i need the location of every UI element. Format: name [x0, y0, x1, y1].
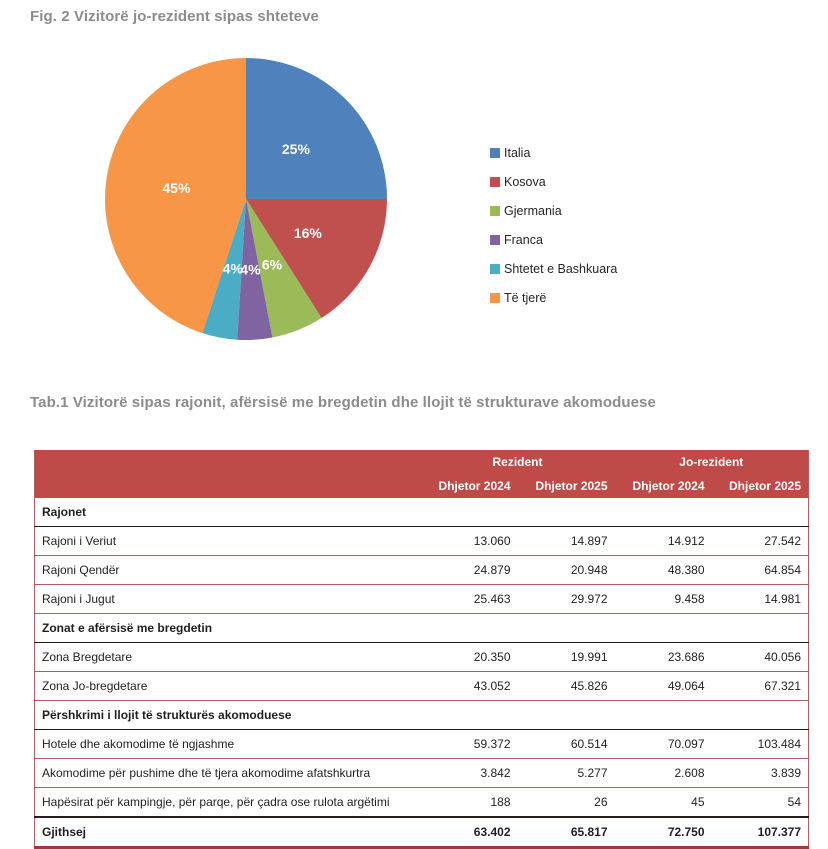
row-value: 40.056 [712, 643, 809, 672]
row-value: 25.463 [421, 585, 518, 614]
table-row [35, 527, 809, 556]
row-value: 3.839 [712, 759, 809, 788]
section-label: Rajonet [35, 498, 809, 527]
header-col-jo-rezident-dhjetor-2024: Dhjetor 2024 [615, 474, 712, 498]
row-value: 20.350 [421, 643, 518, 672]
pie-chart [96, 49, 396, 349]
legend-label: Kosova [504, 174, 546, 189]
pie-slice-label-italia: 25% [281, 141, 310, 158]
table-section-row [35, 498, 809, 527]
row-value: 49.064 [615, 672, 712, 701]
legend-item-kosova [490, 167, 617, 196]
legend-item-shtetet-e-bashkuara [490, 254, 617, 283]
legend-swatch-icon [490, 235, 500, 245]
row-value: 2.608 [615, 759, 712, 788]
pie-slice-label-franca: 4% [240, 261, 261, 278]
row-value: 26 [518, 788, 615, 818]
header-col-rezident-dhjetor-2025: Dhjetor 2025 [518, 474, 615, 498]
table-body [35, 498, 809, 848]
row-value: 65.817 [518, 817, 615, 848]
row-value: 9.458 [615, 585, 712, 614]
legend-swatch-icon [490, 264, 500, 274]
legend-swatch-icon [490, 206, 500, 216]
row-value: 103.484 [712, 730, 809, 759]
row-value: 72.750 [615, 817, 712, 848]
row-value: 59.372 [421, 730, 518, 759]
row-label: Rajoni Qendër [35, 556, 421, 585]
row-value: 67.321 [712, 672, 809, 701]
header-group-rezident: Rezident [421, 450, 615, 474]
row-label: Akomodime për pushime dhe të tjera akomodime afatshkurtra [35, 759, 421, 788]
legend-label: Të tjerë [504, 290, 547, 305]
row-label: Gjithsej [35, 817, 421, 848]
row-value: 107.377 [712, 817, 809, 848]
row-label: Rajoni i Veriut [35, 527, 421, 556]
table-row [35, 672, 809, 701]
header-col-rezident-dhjetor-2024: Dhjetor 2024 [421, 474, 518, 498]
pie-slice-label-kosova: 16% [293, 225, 322, 241]
row-label: Hapësirat për kampingje, për parqe, për çadra ose rulota argëtimi [35, 788, 421, 818]
legend-label: Gjermania [504, 203, 562, 218]
header-corner-cell [35, 474, 421, 498]
legend-item-t-tjer [490, 283, 617, 312]
legend-label: Shtetet e Bashkuara [504, 261, 618, 276]
pie-slice-label-shtetet-e-bashkuara: 4% [222, 260, 243, 277]
table-header-group-row [35, 450, 809, 474]
row-value: 24.879 [421, 556, 518, 585]
row-value: 45.826 [518, 672, 615, 701]
row-value: 5.277 [518, 759, 615, 788]
header-col-jo-rezident-dhjetor-2025: Dhjetor 2025 [712, 474, 809, 498]
table-row [35, 585, 809, 614]
data-table [34, 450, 809, 849]
table-row [35, 788, 809, 818]
pie-slice-label-gjermania: 6% [261, 256, 283, 273]
section-label: Zonat e afërsisë me bregdetin [35, 614, 809, 643]
row-value: 48.380 [615, 556, 712, 585]
row-value: 54 [712, 788, 809, 818]
row-value: 45 [615, 788, 712, 818]
header-corner-cell [35, 450, 421, 474]
figure-title: Fig. 2 Vizitorë jo-rezident sipas shteteve [30, 8, 320, 25]
legend-item-italia [490, 138, 617, 167]
row-value: 14.912 [615, 527, 712, 556]
table-header [35, 450, 809, 498]
row-label: Zona Jo-bregdetare [35, 672, 421, 701]
row-value: 29.972 [518, 585, 615, 614]
row-label: Rajoni i Jugut [35, 585, 421, 614]
pie-slice-label-t-tjer: 45% [162, 180, 191, 196]
row-value: 19.991 [518, 643, 615, 672]
table-section-row [35, 614, 809, 643]
table-row [35, 556, 809, 585]
legend-label: Franca [504, 232, 543, 247]
row-value: 43.052 [421, 672, 518, 701]
row-value: 60.514 [518, 730, 615, 759]
table-section-row [35, 701, 809, 730]
legend-item-gjermania [490, 196, 617, 225]
row-label: Hotele dhe akomodime të ngjashme [35, 730, 421, 759]
row-value: 27.542 [712, 527, 809, 556]
row-value: 3.842 [421, 759, 518, 788]
pie-slice-italia [246, 58, 387, 199]
row-label: Zona Bregdetare [35, 643, 421, 672]
row-value: 63.402 [421, 817, 518, 848]
table-header-period-row [35, 474, 809, 498]
row-value: 188 [421, 788, 518, 818]
legend-swatch-icon [490, 293, 500, 303]
legend-swatch-icon [490, 177, 500, 187]
row-value: 20.948 [518, 556, 615, 585]
row-value: 14.897 [518, 527, 615, 556]
row-value: 23.686 [615, 643, 712, 672]
row-value: 13.060 [421, 527, 518, 556]
row-value: 70.097 [615, 730, 712, 759]
legend-swatch-icon [490, 148, 500, 158]
table-row [35, 759, 809, 788]
section-label: Përshkrimi i llojit të strukturës akomoduese [35, 701, 809, 730]
legend-label: Italia [504, 145, 531, 160]
header-group-jo-rezident: Jo-rezident [615, 450, 809, 474]
row-value: 64.854 [712, 556, 809, 585]
table-row [35, 643, 809, 672]
table-total-row [35, 817, 809, 848]
chart-legend [490, 138, 617, 312]
legend-item-franca [490, 225, 617, 254]
row-value: 14.981 [712, 585, 809, 614]
table-row [35, 730, 809, 759]
table-title: Tab.1 Vizitorë sipas rajonit, afërsisë me bregdetin dhe llojit të strukturave akomoduese [30, 394, 656, 411]
